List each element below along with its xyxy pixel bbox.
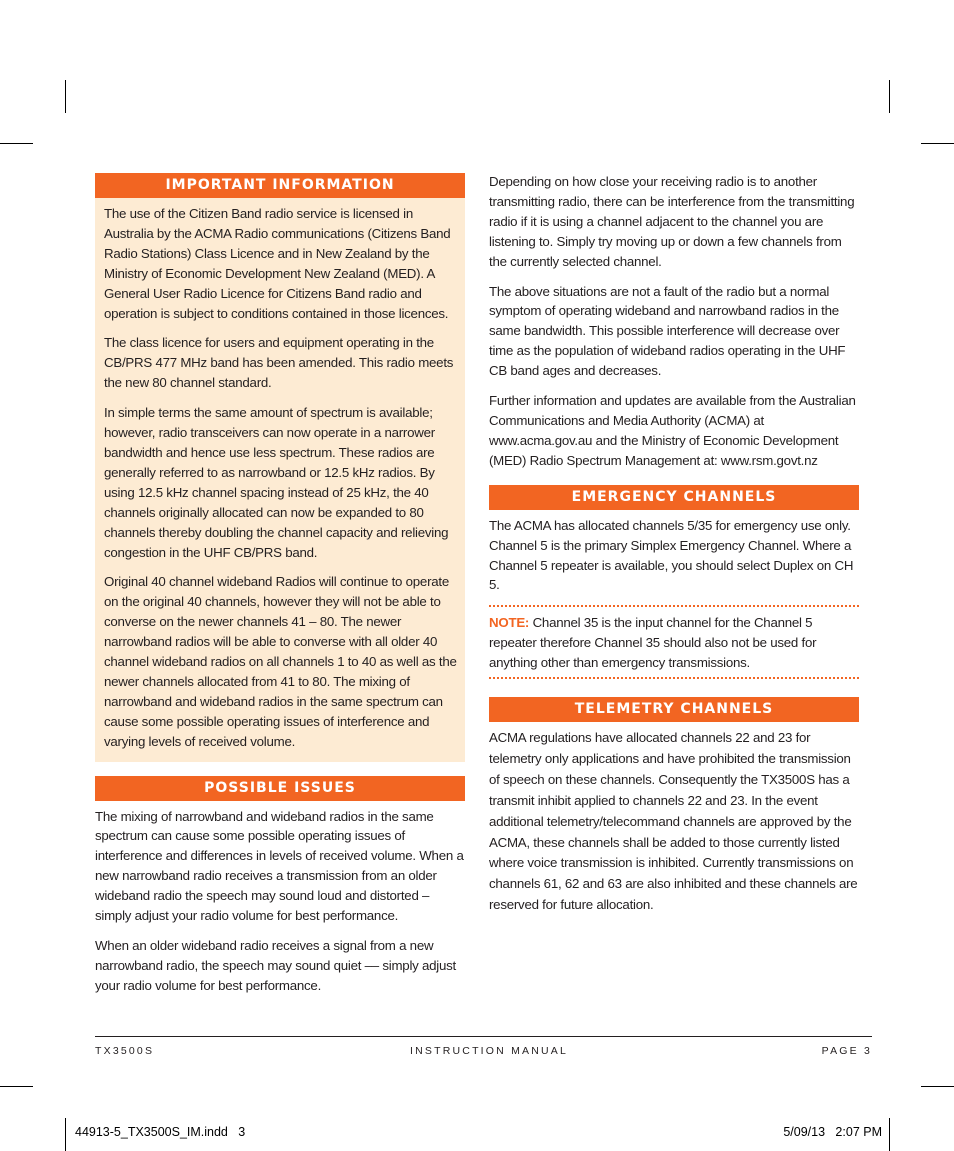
paragraph: When an older wideband radio receives a signal from a new narrowband radio, the speech may sound quiet –– simply adjust your radio volume for best performance.: [95, 938, 456, 993]
paragraph: The mixing of narrowband and wideband radios in the same spectrum can cause some possible operating issues of interference and differences in levels of received volume. When a new narrowband radio receives a transmission from an older wideband radio the speech may sound loud and distorted – simply adjust your radio volume for best performance.: [95, 808, 464, 924]
crop-mark: [889, 80, 890, 113]
telemetry-channels-body: [489, 728, 859, 916]
emergency-channels-heading: EMERGENCY CHANNELS: [489, 485, 859, 510]
paragraph: The ACMA has allocated channels 5/35 for emergency use only. Channel 5 is the primary Simplex Emergency Channel. Where a Channel 5 repeater is available, you should select Duplex on CH 5.: [489, 517, 854, 593]
crop-mark: [921, 1086, 954, 1087]
paragraph: ACMA regulations have allocated channels 22 and 23 for telemetry only applications and have prohibited the transmission of speech on these channels. Consequently the TX3500S has a transmit inhibit applied to channels 22 and 23. In the event additional telemetry/telecommand channels are approved by the ACMA, these channels shall be added to those currently listed where voice transmission is inhibited. Currently transmissions on channels 61, 62 and 63 are also inhibited and these channels are reserved for future allocation.: [489, 730, 858, 913]
note-paragraph: [489, 613, 859, 673]
note-box: [489, 605, 859, 679]
paragraph: The above situations are not a fault of the radio but a normal symptom of operating wideband and narrowband radios in the same bandwidth. This possible interference will decrease over time as the population of wideband radios operating in the UHF CB band ages and decreases.: [489, 283, 846, 379]
footer-rule: [95, 1036, 872, 1037]
crop-mark: [0, 143, 33, 144]
crop-mark: [65, 1118, 66, 1151]
footer-manual-title: INSTRUCTION MANUAL: [410, 1045, 569, 1057]
crop-mark: [0, 1086, 33, 1087]
paragraph: The class licence for users and equipment operating in the CB/PRS 477 MHz band has been amended. This radio meets the new 80 channel standard.: [104, 335, 454, 391]
footer-page-number: PAGE 3: [821, 1045, 872, 1057]
crop-mark: [65, 80, 66, 113]
note-label: NOTE:: [489, 615, 530, 631]
note-text: Channel 35 is the input channel for the Channel 5 repeater therefore Channel 35 should also not be used for anything other than emergency transmissions.: [489, 615, 817, 671]
telemetry-channels-heading: TELEMETRY CHANNELS: [489, 697, 859, 722]
possible-issues-heading: POSSIBLE ISSUES: [95, 776, 465, 801]
paragraph: Depending on how close your receiving radio is to another transmitting radio, there can be interference from the transmitting radio if it is using a channel adjacent to the channel you are listening to. Simply try moving up or down a few channels from the currently selected channel.: [489, 174, 855, 269]
paragraph: The use of the Citizen Band radio service is licensed in Australia by the ACMA Radio communications (Citizens Band Radio Stations) Class Licence and in New Zealand by the Ministry of Economic Development New Zealand (MED). A General User Radio Licence for Citizens Band radio and operation is subject to conditions contained in those licences.: [104, 206, 451, 321]
left-column: [95, 173, 465, 1006]
slug-file-name: 44913-5_TX3500S_IM.indd 3: [75, 1125, 246, 1139]
important-information-body: [95, 198, 465, 762]
emergency-channels-body: [489, 516, 859, 596]
telemetry-channels-section: [489, 697, 859, 916]
important-information-section: [95, 173, 465, 762]
important-information-heading: IMPORTANT INFORMATION: [95, 173, 465, 198]
paragraph: Original 40 channel wideband Radios will continue to operate on the original 40 channels, however they will not be able to converse on the newer channels 41 – 80. The newer narrowband radios will be able to converse with all older 40 channel wideband radios on all channels 1 to 40 as well as the newer channels allocated from 41 to 80. The mixing of narrowband and wideband radios in the same spectrum can cause some possible operating issues of interference and varying levels of received volume.: [104, 574, 457, 749]
right-intro: [489, 172, 859, 471]
right-column: [489, 172, 859, 926]
emergency-channels-section: [489, 485, 859, 679]
possible-issues-body: [95, 807, 465, 996]
possible-issues-section: [95, 776, 465, 996]
paragraph: In simple terms the same amount of spectrum is available; however, radio transceivers can now operate in a narrower bandwidth and hence use less spectrum. These radios are generally referred to as narrowband or 12.5 kHz radios. By using 12.5 kHz channel spacing instead of 25 kHz, the 40 channels originally allocated can now be expanded to 80 channels thereby doubling the channel capacity and relieving congestion in the UHF CB/PRS band.: [104, 405, 449, 560]
crop-mark: [889, 1118, 890, 1151]
footer-model: TX3500S: [95, 1045, 155, 1057]
crop-mark: [921, 143, 954, 144]
slug-date: 5/09/13 2:07 PM: [783, 1125, 882, 1139]
paragraph: Further information and updates are available from the Australian Communications and Media Authority (ACMA) at www.acma.gov.au and the Ministry of Economic Development (MED) Radio Spectrum Management at: www.rsm.govt.nz: [489, 393, 856, 468]
